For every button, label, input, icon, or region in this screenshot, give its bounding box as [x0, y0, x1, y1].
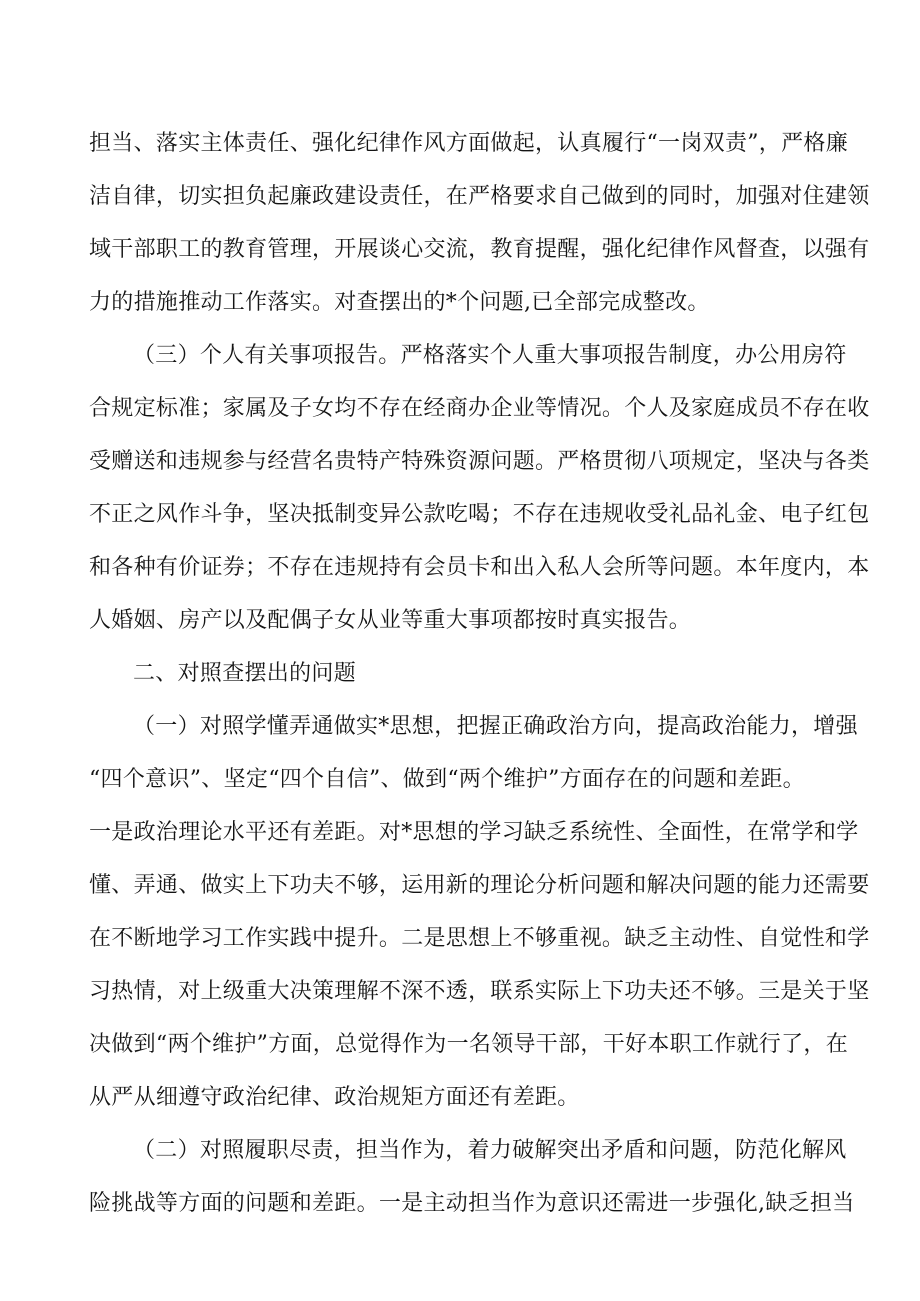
text-line-14: 一是政治理论水平还有差距。对*思想的学习缺乏系统性、全面性，在常学和学	[89, 820, 859, 845]
text-line-19: 从严从细遵守政治纪律、政治规矩方面还有差距。	[89, 1085, 580, 1110]
text-line-8: 不正之风作斗争，坚决抵制变异公款吃喝；不存在违规收受礼品礼金、电子红包	[89, 502, 870, 527]
text-line-6: 合规定标准；家属及子女均不存在经商办企业等情况。个人及家庭成员不存在收	[89, 396, 870, 421]
text-line-3: 域干部职工的教育管理，开展谈心交流，教育提醒，强化纪律作风督查，以强有	[89, 237, 870, 262]
subsection-heading-two: （二）对照履职尽责，担当作为，着力破解突出矛盾和问题，防范化解风	[133, 1138, 847, 1163]
section-heading-two: 二、对照查摆出的问题	[133, 661, 357, 686]
text-line-7: 受赠送和违规参与经营名贵特产特殊资源问题。严格贯彻八项规定，坚决与各类	[89, 449, 870, 474]
text-line-17: 习热情，对上级重大决策理解不深不透，联系实际上下功夫还不够。三是关于坚	[89, 979, 870, 1004]
text-line-10: 人婚姻、房产以及配偶子女从业等重大事项都按时真实报告。	[89, 608, 692, 633]
text-line-2: 洁自律，切实担负起廉政建设责任，在严格要求自己做到的同时，加强对住建领	[89, 184, 870, 209]
text-line-16: 在不断地学习工作实践中提升。二是思想上不够重视。缺乏主动性、自觉性和学	[89, 926, 870, 951]
section-heading-three: （三）个人有关事项报告。严格落实个人重大事项报告制度，办公用房符	[133, 343, 847, 368]
text-line-9: 和各种有价证券；不存在违规持有会员卡和出入私人会所等问题。本年度内，本	[89, 555, 870, 580]
subsection-heading-one: （一）对照学懂弄通做实*思想，把握正确政治方向，提高政治能力，增强	[133, 714, 858, 739]
text-line-15: 懂、弄通、做实上下功夫不够，运用新的理论分析问题和解决问题的能力还需要	[89, 873, 870, 898]
text-line-13: “四个意识”、坚定“四个自信”、做到“两个维护”方面存在的问题和差距。	[89, 767, 805, 792]
text-line-21: 险挑战等方面的问题和差距。一是主动担当作为意识还需进一步强化,缺乏担当	[89, 1191, 855, 1216]
text-line-1: 担当、落实主体责任、强化纪律作风方面做起，认真履行“一岗双责”，严格廉	[89, 131, 848, 156]
text-line-4: 力的措施推动工作落实。对查摆出的*个问题,已全部完成整改。	[89, 290, 710, 315]
text-line-18: 决做到“两个维护”方面，总觉得作为一名领导干部，干好本职工作就行了，在	[89, 1032, 848, 1057]
